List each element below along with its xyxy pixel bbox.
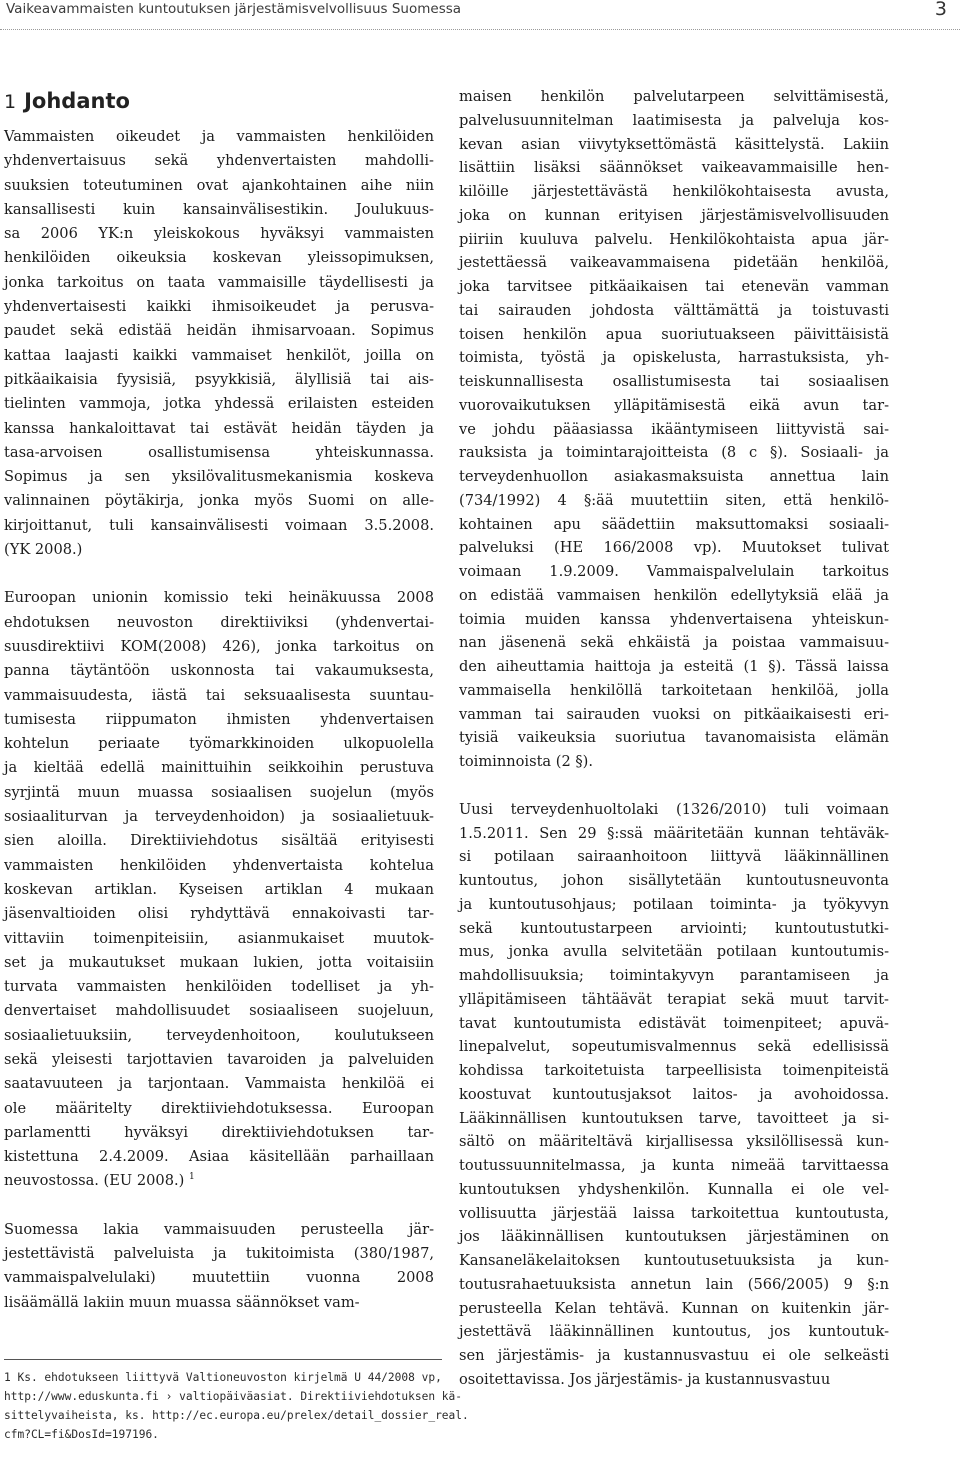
text-line: on edistää vammaisen henkilön edellytyksiä elää ja (459, 586, 889, 604)
text-line: joka tarvitsee pitkäaikaisen tai etenevän vamman (459, 278, 889, 295)
text-line: teiskunnallisesta osallistumisesta tai sosiaalisen (459, 373, 889, 390)
footnote-line: sittelyvaiheista, ks. http://ec.europa.eu/prelex/detail_dossier_real. (4, 1409, 469, 1422)
text-line: tai sairauden johdosta välttämättä ja toistuvasti (459, 301, 889, 319)
section-title: Johdanto (24, 89, 130, 113)
text-line: jestettävistä palveluista ja tukitoimista (380/1987, (4, 1245, 434, 1263)
text-line: suusdirektiivi KOM(2008) 426), jonka tarkoitus on (4, 637, 434, 655)
text-line: vammaispalvelulaki) muutettiin vuonna 2008 (4, 1269, 434, 1287)
text-line: (YK 2008.) (4, 541, 83, 559)
text-line: kilöille järjestettävästä henkilökohtaisesta avusta, (459, 183, 889, 200)
text-line: rauksista ja toimintarajoitteista (8 c §). Sosiaali- ja (459, 444, 889, 462)
text-line: sältö on määriteltävä kirjallisessa yksilöllisessä kun- (459, 1133, 889, 1151)
text-line: lisättiin lisäksi säännökset vaikeavammaisille hen- (459, 159, 889, 177)
text-line: vuorovaikutuksen ylläpitämisestä eikä avun tar- (459, 396, 889, 414)
text-line: jonka tarkoitus on taata vammaisille täydellisesti ja (4, 273, 434, 291)
text-line: sosiaaliturvan ja terveydenhoidon) ja sosiaalietuuk- (4, 808, 434, 826)
text-line: panna täytäntöön uskonnosta tai vakaumuksesta, (4, 662, 434, 680)
paragraph-gap (459, 774, 889, 798)
text-line: mahdollisuuksia; toimintakyvyn parantamiseen ja (459, 967, 889, 984)
text-line: voimaan 1.9.2009. Vammaispalvelulain tarkoitus (459, 563, 889, 580)
text-line: koostuvat kuntoutusjaksot laitos- ja avohoidossa. (459, 1085, 889, 1103)
text-line: sekä yleisesti tarjottavien tavaroiden ja palveluiden (4, 1050, 434, 1068)
text-line: jestettäessä vaikeavammaisena pidetään henkilöä, (459, 254, 889, 272)
text-line: Lääkinnällisen kuntoutuksen tarve, tavoitteet ja si- (459, 1109, 889, 1127)
text-line: kohdissa tarkoitetuista tarpeellisista toimenpiteistä (459, 1062, 889, 1079)
text-line: set ja mukautukset mukaan lukien, jotta voitaisiin (4, 953, 434, 971)
text-line: nan jäsenenä sekä ehkäistä ja poistaa vammaisuu- (459, 634, 889, 652)
text-line: kattaa laajasti kaikki vammaiset henkilöt, joilla on (4, 346, 434, 364)
text-line: jos lääkinnällisen kuntoutuksen järjestäminen on (459, 1228, 889, 1246)
text-line: yhdenvertaisesti kaikki ihmisoikeudet ja perusva- (4, 298, 434, 316)
footnote-line: cfm?CL=fi&DosId=197196. (4, 1428, 159, 1441)
text-line: perusteella Kelan tehtävä. Kunnan on kuitenkin jär- (459, 1299, 889, 1317)
text-line: sosiaalietuuksiin, terveydenhoitoon, koulutukseen (4, 1026, 434, 1044)
text-line: vamman tai sairauden vuoksi on pitkäaikaisesti eri- (459, 705, 889, 723)
text-line: ja kieltää edellä mainittuihin seikkoihin perustuva (4, 759, 434, 777)
text-line: vammaisella henkilöllä tarkoitetaan henkilöä, jolla (459, 681, 889, 699)
text-line: mus, jonka avulla selvitetään potilaan kuntoutumis- (459, 943, 889, 961)
text-line: lisäämällä lakiin muun muassa säännökset vam- (4, 1293, 360, 1311)
text-line: toutusrahaetuuksista annetun lain (566/2005) 9 §:n (459, 1275, 889, 1293)
text-line: maisen henkilön palvelutarpeen selvittämisestä, (459, 88, 889, 105)
right-column (459, 85, 889, 1392)
text-line: kuntoutus, johon sisällytetään kuntoutusneuvonta (459, 872, 889, 889)
text-line: sien aloilla. Direktiiviehdotus sisältää erityisesti (4, 832, 434, 850)
text-line: tielinten vammoja, jotka yhdessä erilaisten esteiden (4, 395, 434, 413)
text-line: Kansaneläkelaitoksen kuntoutusetuuksista ja kun- (459, 1252, 889, 1269)
text-line: vollisuutta järjestää laissa tarkoitettua kuntoutusta, (459, 1204, 889, 1222)
text-line: ylläpitämiseen tähtäävät terapiat sekä muut tarvit- (459, 990, 889, 1008)
text-line: toisen henkilön apua suoriutuakseen päivittäisistä (459, 325, 889, 343)
text-line: Suomessa lakia vammaisuuden perusteella jär- (4, 1220, 434, 1238)
text-line: kohtainen apu säädettiin maksuttomaksi sosiaali- (459, 515, 889, 533)
text-line: kansallisesti kuin kansainvälisestikin. Joulukuus- (4, 200, 434, 218)
text-line: ja kuntoutusohjaus; potilaan toiminta- ja työkyvyn (459, 895, 889, 913)
text-line: sekä kuntoutustarpeen arviointi; kuntoutustutki- (459, 919, 889, 937)
text-line: piiriin kuuluva palvelu. Henkilökohtaista apua jär- (459, 230, 889, 248)
text-line: kuntoutuksen yhdyshenkilön. Kunnalla ei ole vel- (459, 1180, 889, 1198)
text-line: kistettuna 2.4.2009. Asiaa käsitellään parhaillaan (4, 1148, 434, 1166)
text-line: terveydenhuollon asiakasmaksuista annettua lain (459, 468, 889, 485)
text-line: paudet sekä edistää heidän ihmisarvoaan. Sopimus (4, 322, 434, 340)
footnote (4, 1368, 469, 1444)
paragraph-gap (4, 1194, 434, 1218)
text-line: saatavuuteen ja tarjontaan. Vammaista henkilöä ei (4, 1075, 434, 1093)
text-line: Uusi terveydenhuoltolaki (1326/2010) tuli voimaan (459, 800, 889, 818)
text-line: vammaisten henkilöiden yhdenvertaista kohtelua (4, 856, 434, 874)
text-line: kevan asian viivytyksettömästä käsittelystä. Lakiin (459, 135, 889, 153)
footnote-line: http://www.eduskunta.fi › valtiopäiväasiat. Direktiiviehdotuksen kä- (4, 1390, 463, 1403)
text-line: vammaisuudesta, iästä tai seksuaalisesta suuntau- (4, 686, 434, 704)
text-line: koskevan artiklan. Kyseisen artiklan 4 mukaan (4, 880, 434, 898)
footnote-divider (4, 1359, 442, 1360)
text-line: valinnainen pöytäkirja, jonka myös Suomi on alle- (4, 492, 434, 510)
text-line: henkilöiden oikeuksia koskevan yleissopimuksen, (4, 249, 434, 267)
footnote-reference[interactable]: 1 (188, 1172, 195, 1183)
text-line: palvelusuunnitelman laatimisesta ja palveluja kos- (459, 111, 889, 129)
text-line: tasa-arvoisen osallistumisensa yhteiskunnassa. (4, 443, 434, 461)
running-title: Vaikeavammaisten kuntoutuksen järjestämisvelvollisuus Suomessa (6, 1, 462, 17)
text-line: ve johdu pääasiassa ikääntymiseen liittyvistä sai- (459, 420, 889, 438)
text-line: kirjoittanut, tuli kansainvälisesti voimaan 3.5.2008. (4, 516, 434, 534)
text-line: kohtelun periaate työmarkkinoiden ulkopuolella (4, 735, 434, 753)
paragraph (459, 798, 889, 1392)
text-line: tavat kuntoutumista edistävät toimenpiteet; apuvä- (459, 1014, 889, 1032)
text-line: toiminnoista (2 §). (459, 753, 594, 770)
text-line: denvertaiset mahdollisuudet sosiaaliseen suojeluun, (4, 1002, 434, 1020)
paragraph (459, 85, 889, 774)
text-line: jestettävä lääkinnällinen kuntoutus, jos kuntoutuk- (459, 1323, 889, 1341)
text-line: sa 2006 YK:n yleiskokous hyväksyi vammaisten (4, 225, 434, 243)
text-line: osoitettavissa. Jos järjestämis- ja kustannusvastuu (459, 1370, 831, 1388)
text-line: toutussuunnitelmassa, ja kunta nimeää tarvittaessa (459, 1157, 889, 1174)
text-line: tumisesta riippumaton ihmisten yhdenvertaisen (4, 710, 434, 728)
left-column (4, 88, 434, 1315)
paragraph-gap (4, 562, 434, 586)
text-line: ehdotuksen neuvoston direktiiviksi (yhdenvertai- (4, 613, 434, 631)
text-line: (734/1992) 4 §:ää muutettiin siten, että henkilö- (459, 491, 889, 509)
left-paragraphs (4, 125, 434, 1315)
header-divider (0, 29, 960, 30)
section-number: 1 (4, 91, 17, 113)
text-line: jäsenvaltioiden olisi ryhdyttävä ennakoivasti tar- (4, 905, 434, 923)
right-paragraphs (459, 85, 889, 1392)
text-line: neuvostossa. (EU 2008.) $^1$ (4, 1172, 195, 1190)
text-line: toimista, työstä ja opiskelusta, harrastuksista, yh- (459, 349, 889, 367)
text-line: toimia muiden kanssa yhdenvertaisena yhteiskun- (459, 610, 889, 628)
text-line: yhdenvertaisuus sekä yhdenvertaisten mahdolli- (4, 152, 434, 170)
text-line: den aiheuttamia haittoja ja esteitä (1 §). Tässä laissa (459, 658, 889, 675)
text-line: kanssa hankaloittavat tai estävät heidän täyden ja (4, 419, 434, 437)
text-line: Euroopan unionin komissio teki heinäkuussa 2008 (4, 589, 434, 607)
text-line: joka on kunnan erityisen järjestämisvelvollisuuden (459, 206, 889, 224)
text-line: 1.5.2011. Sen 29 §:ssä määritetään kunnan tehtäväk- (459, 824, 889, 842)
paragraph (4, 1218, 434, 1315)
text-line: palveluksi (HE 166/2008 vp). Muutokset tulivat (459, 539, 889, 557)
text-line: linepalvelut, sopeutumisvalmennus sekä edellisissä (459, 1038, 889, 1056)
text-line: pitkäaikaisia fyysisiä, psyykkisiä, älyllisiä tai ais- (4, 370, 434, 388)
paragraph (4, 586, 434, 1193)
text-line: turvata vammaisten henkilöiden todelliset ja yh- (4, 978, 434, 996)
text-line: parlamentti hyväksyi direktiiviehdotuksen tar- (4, 1123, 434, 1141)
page-number: 3 (934, 0, 947, 20)
section-heading (4, 88, 434, 115)
text-line: tyisiä vaikeuksia suoriutua tavanomaisista elämän (459, 729, 889, 747)
text-line: sen järjestämis- ja kustannusvastuu ei ole selkeästi (459, 1347, 889, 1364)
footnote-line: 1 Ks. ehdotukseen liittyvä Valtioneuvoston kirjelmä U 44/2008 vp, (4, 1371, 442, 1384)
text-line: Sopimus ja sen yksilövalitusmekanismia koskeva (4, 468, 434, 486)
text-line: si potilaan sairaanhoitoon liittyvä lääkinnällinen (459, 848, 889, 866)
text-line: syrjintä muun muassa sosiaalisen suojelun (myös (4, 783, 434, 801)
text-line: Vammaisten oikeudet ja vammaisten henkilöiden (4, 128, 434, 145)
text-line: suuksien toteutuminen ovat ajankohtainen aihe niin (4, 176, 434, 194)
paragraph (4, 125, 434, 562)
text-line: ole määritelty direktiiviehdotuksessa. Euroopan (4, 1099, 434, 1117)
text-line: vittaviin toimenpiteisiin, asianmukaiset muutok- (4, 929, 434, 947)
